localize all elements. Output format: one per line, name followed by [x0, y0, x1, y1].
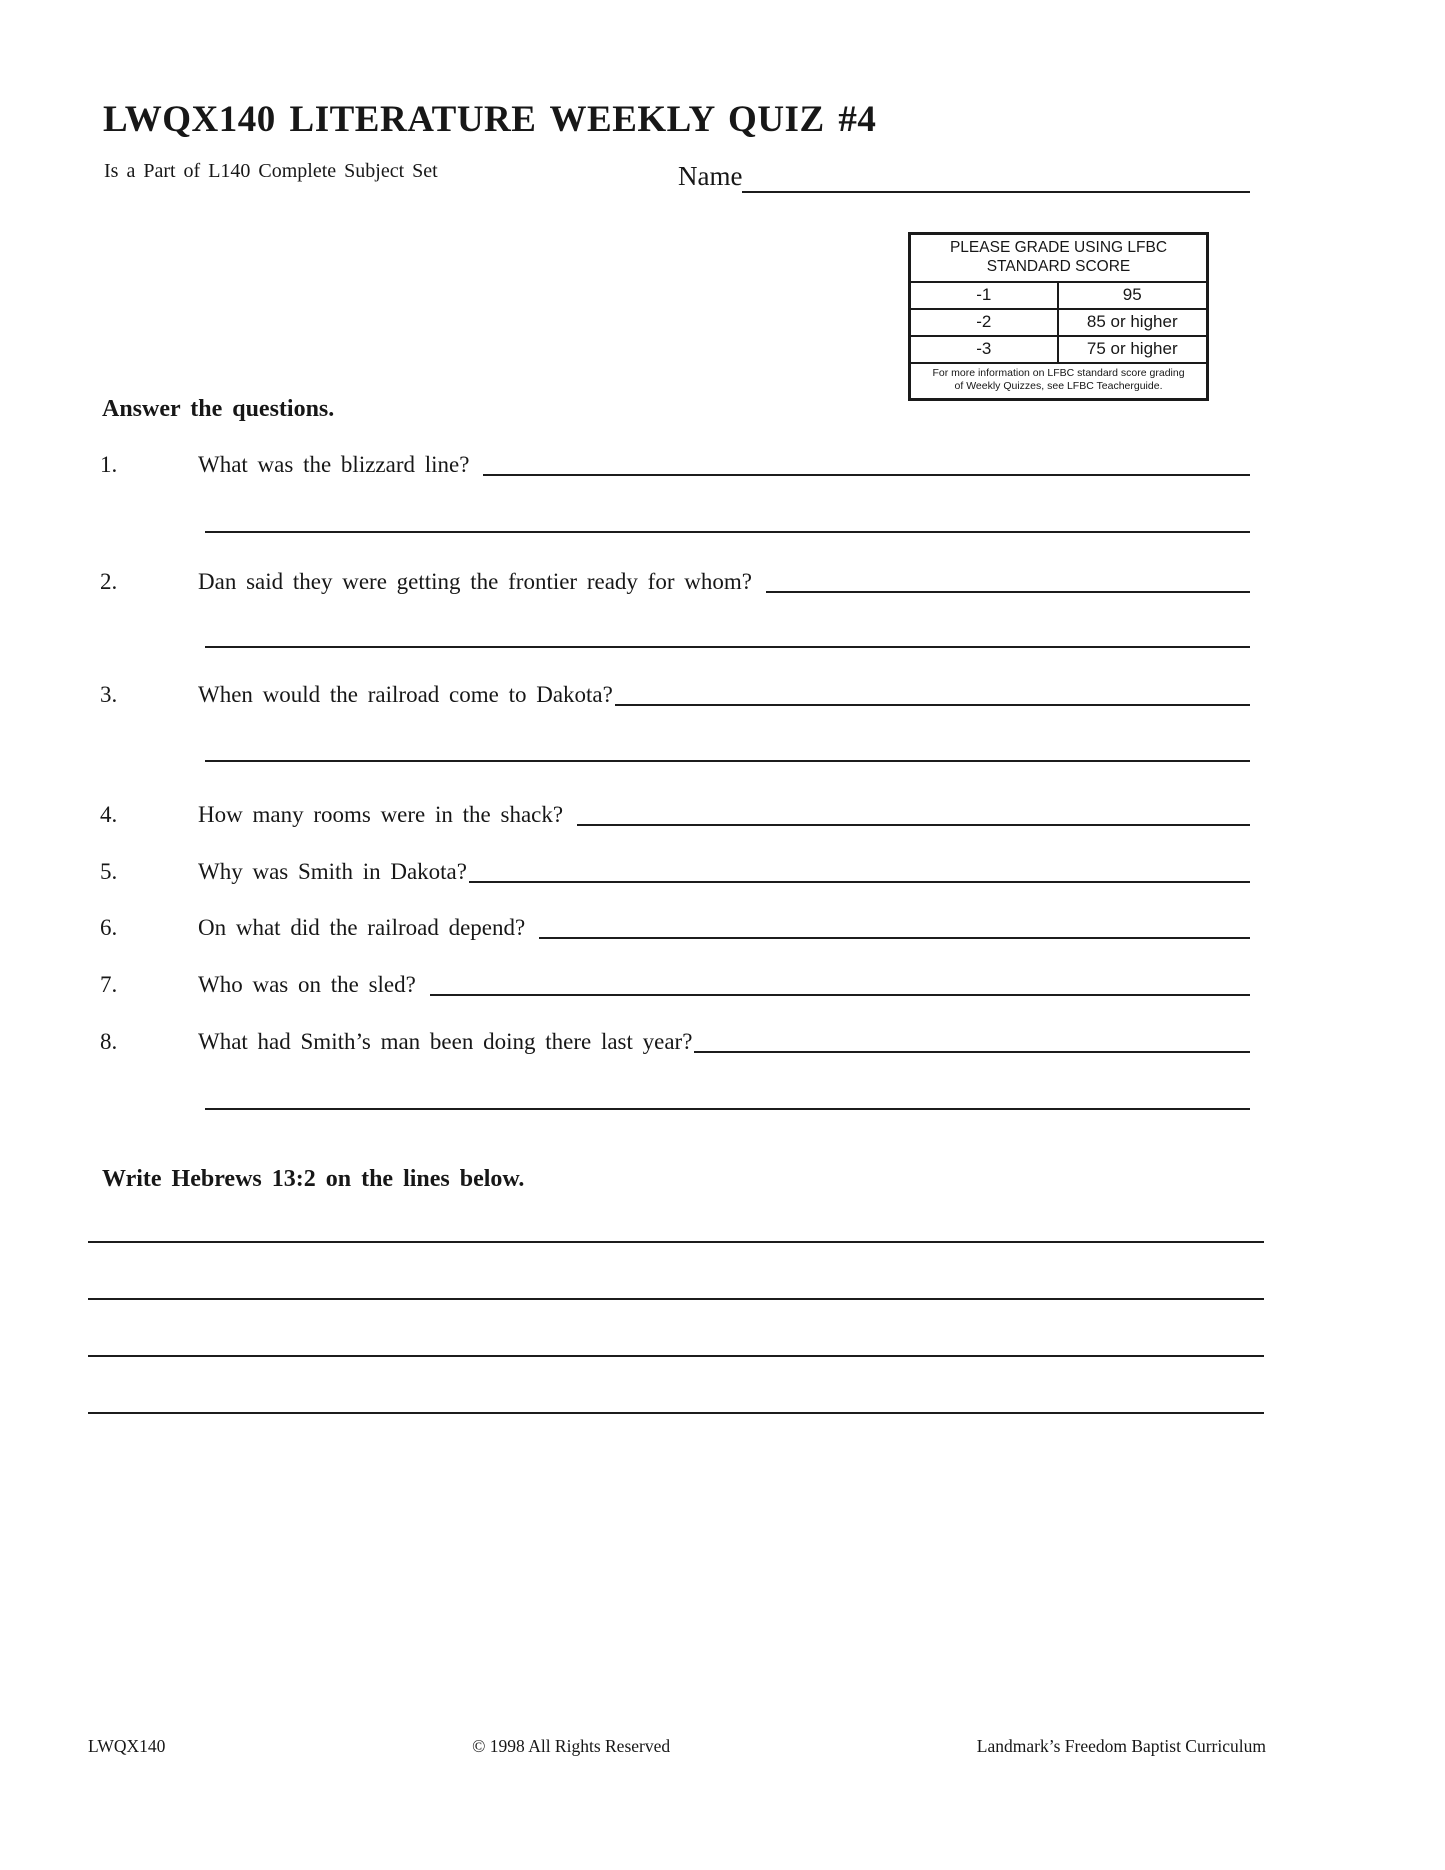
grading-instructions-table [908, 232, 1209, 401]
question-number: 1. [100, 452, 118, 477]
grade-table-header-line1: PLEASE GRADE USING LFBC [949, 239, 1168, 256]
grade-table-header [911, 235, 1206, 283]
footer-publisher: Landmark’s Freedom Baptist Curriculum [976, 1736, 1266, 1756]
question-text: When would the railroad come to Dakota? [198, 682, 613, 707]
grade-cell: 95 [1122, 284, 1142, 304]
question-text: What was the blizzard line? [198, 452, 470, 477]
answer-blank-line[interactable] [615, 704, 1250, 706]
question-text: Why was Smith in Dakota? [198, 859, 467, 884]
answer-blank-line[interactable] [430, 994, 1250, 996]
answer-blank-line[interactable] [577, 824, 1250, 826]
verse-writing-line[interactable] [88, 1355, 1264, 1357]
question-row-6 [100, 911, 1250, 945]
question-text: On what did the railroad depend? [198, 915, 526, 940]
verse-writing-line[interactable] [88, 1241, 1264, 1243]
answer-blank-line[interactable] [766, 591, 1250, 593]
answer-blank-line-continuation[interactable] [205, 760, 1250, 762]
answer-blank-line[interactable] [483, 474, 1250, 476]
question-text: What had Smith’s man been doing there last year? [198, 1029, 693, 1054]
footer-copyright: © 1998 All Rights Reserved [472, 1736, 671, 1756]
page-footer [88, 1736, 1266, 1757]
question-number: 7. [100, 972, 118, 997]
question-text: Dan said they were getting the frontier ready for whom? [198, 569, 752, 594]
grade-cell: 75 or higher [1086, 338, 1178, 358]
question-text: Who was on the sled? [198, 972, 416, 997]
score-cell: -1 [911, 283, 1059, 308]
answer-blank-line-continuation[interactable] [205, 646, 1250, 648]
question-row-7 [100, 968, 1250, 1002]
answer-blank-line-continuation[interactable] [205, 1108, 1250, 1110]
table-row [911, 283, 1206, 310]
question-row-5 [100, 855, 1250, 889]
score-cell: -3 [911, 337, 1059, 362]
name-field-row [678, 155, 1250, 197]
table-row [911, 310, 1206, 337]
question-number: 8. [100, 1029, 118, 1054]
question-row-3 [100, 678, 1250, 712]
question-number: 3. [100, 682, 118, 707]
questions-section-heading: Answer the questions. [102, 396, 335, 422]
grade-table-header-line2: STANDARD SCORE [986, 258, 1131, 276]
name-label: Name [678, 161, 743, 191]
answer-blank-line-continuation[interactable] [205, 531, 1250, 533]
question-row-1 [100, 448, 1250, 482]
question-number: 5. [100, 859, 118, 884]
verse-section-heading: Write Hebrews 13:2 on the lines below. [102, 1166, 525, 1192]
page-title: LWQX140 LITERATURE WEEKLY QUIZ #4 [103, 99, 877, 140]
table-row [911, 337, 1206, 364]
question-row-8 [100, 1025, 1250, 1059]
subtitle: Is a Part of L140 Complete Subject Set [104, 160, 438, 182]
grade-table-note-line1: For more information on LFBC standard score grading [932, 366, 1185, 379]
question-number: 6. [100, 915, 118, 940]
grade-table-note-line2: of Weekly Quizzes, see LFBC Teacherguide. [954, 380, 1163, 393]
score-cell: -2 [911, 310, 1059, 335]
answer-blank-line[interactable] [694, 1051, 1250, 1053]
question-number: 4. [100, 802, 118, 827]
verse-writing-line[interactable] [88, 1298, 1264, 1300]
question-row-2 [100, 565, 1250, 599]
grade-cell: 85 or higher [1086, 311, 1178, 331]
footer-product-code: LWQX140 [88, 1736, 166, 1756]
verse-writing-line[interactable] [88, 1412, 1264, 1414]
answer-blank-line[interactable] [469, 881, 1250, 883]
grade-table-note [911, 364, 1206, 398]
name-blank-line[interactable] [742, 191, 1250, 193]
question-text: How many rooms were in the shack? [198, 802, 564, 827]
question-row-4 [100, 798, 1250, 832]
answer-blank-line[interactable] [539, 937, 1250, 939]
question-number: 2. [100, 569, 118, 594]
